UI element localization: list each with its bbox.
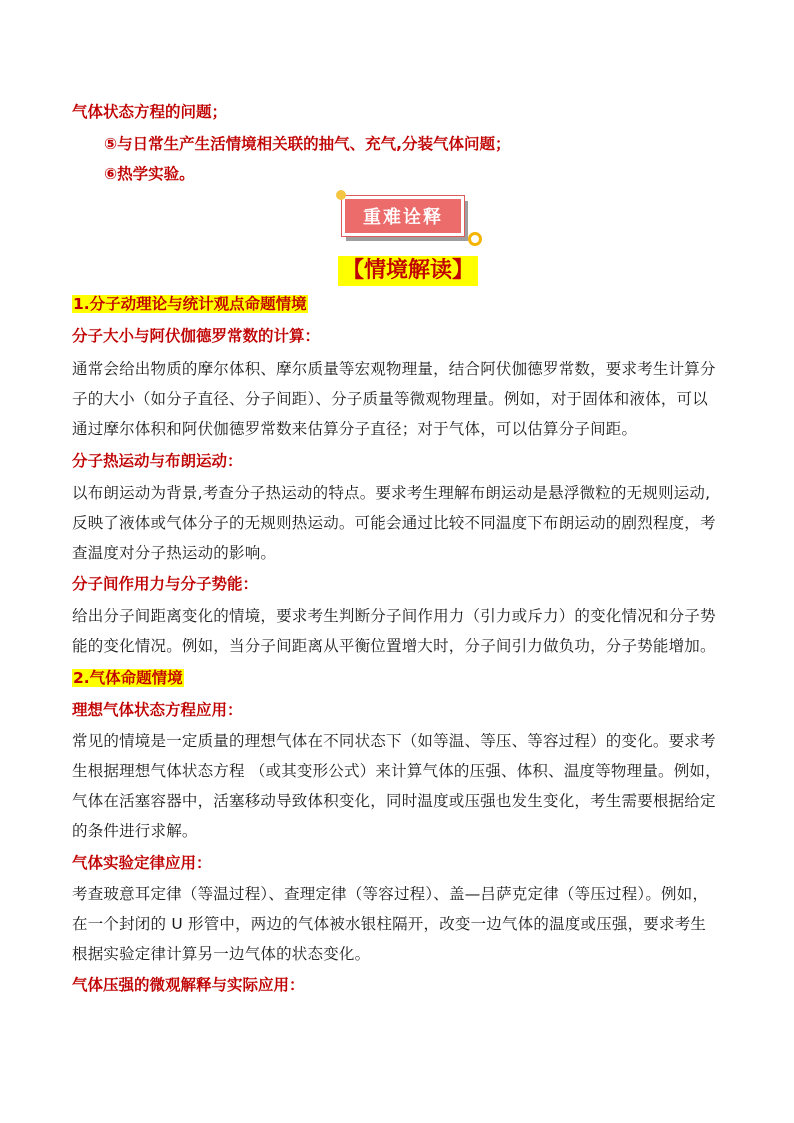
section-badge (342, 196, 472, 246)
intro-item-6: ⑥热学实验。 (104, 165, 195, 183)
badge-label: 重难诠释 (342, 196, 464, 236)
paragraph-line: 气体在活塞容器中，活塞移动导致体积变化，同时温度或压强也发生变化，考生需要根据给定 (72, 792, 716, 810)
section-1-heading-text: 1.分子动理论与统计观点命题情境 (73, 295, 307, 313)
paragraph-line: 常见的情境是一定质量的理想气体在不同状态下（如等温、等压、等容过程）的变化。要求考 (72, 732, 716, 750)
paragraph-line: 在一个封闭的 U 形管中，两边的气体被水银柱隔开，改变一边气体的温度或压强，要求考生 (72, 915, 707, 933)
paragraph-line: 能的变化情况。例如，当分子间距离从平衡位置增大时，分子间引力做负功，分子势能增加。 (72, 637, 716, 655)
section-title: 【情境解读】 (338, 256, 478, 286)
badge-dot-left-icon (336, 190, 346, 200)
paragraph-line: 考查玻意耳定律（等温过程）、查理定律（等容过程）、盖—吕萨克定律（等压过程）。例如， (72, 885, 709, 903)
section-2-heading (72, 668, 732, 688)
section-2-subheading-2: 气体实验定律应用： (72, 854, 212, 872)
section-1-subheading-2: 分子热运动与布朗运动： (72, 452, 243, 470)
paragraph-line: 通过摩尔体积和阿伏伽德罗常数来估算分子直径；对于气体，可以估算分子间距。 (72, 420, 638, 438)
section-2-subheading-1: 理想气体状态方程应用： (72, 701, 243, 719)
paragraph-line: 通常会给出物质的摩尔体积、摩尔质量等宏观物理量，结合阿伏伽德罗常数，要求考生计算分 (72, 360, 716, 378)
paragraph-line: 根据实验定律计算另一边气体的状态变化。 (72, 945, 371, 963)
section-1-subheading-3: 分子间作用力与分子势能： (72, 575, 259, 593)
badge-ring-icon (468, 232, 482, 246)
intro-item-5: ⑤与日常生产生活情境相关联的抽气、充气,分装气体问题； (104, 135, 511, 153)
section-1-subheading-1: 分子大小与阿伏伽德罗常数的计算： (72, 327, 321, 345)
section-1-heading (72, 294, 732, 314)
intro-line-1: 气体状态方程的问题； (72, 103, 228, 121)
paragraph-line: 反映了液体或气体分子的无规则热运动。可能会通过比较不同温度下布朗运动的剧烈程度，考 (72, 514, 716, 532)
paragraph-line: 子的大小（如分子直径、分子间距）、分子质量等微观物理量。例如，对于固体和液体，可以 (72, 390, 708, 408)
section-2-subheading-3: 气体压强的微观解释与实际应用： (72, 976, 305, 994)
paragraph-line: 的条件进行求解。 (72, 822, 198, 840)
paragraph-line: 生根据理想气体状态方程 （或其变形公式）来计算气体的压强、体积、温度等物理量。例如， (72, 762, 721, 780)
section-2-heading-text: 2.气体命题情境 (73, 669, 183, 687)
paragraph-line: 查温度对分子热运动的影响。 (72, 544, 277, 562)
paragraph-line: 给出分子间距离变化的情境，要求考生判断分子间作用力（引力或斥力）的变化情况和分子势 (72, 607, 716, 625)
paragraph-line: 以布朗运动为背景,考查分子热运动的特点。要求考生理解布朗运动是悬浮微粒的无规则运动, (72, 484, 711, 502)
